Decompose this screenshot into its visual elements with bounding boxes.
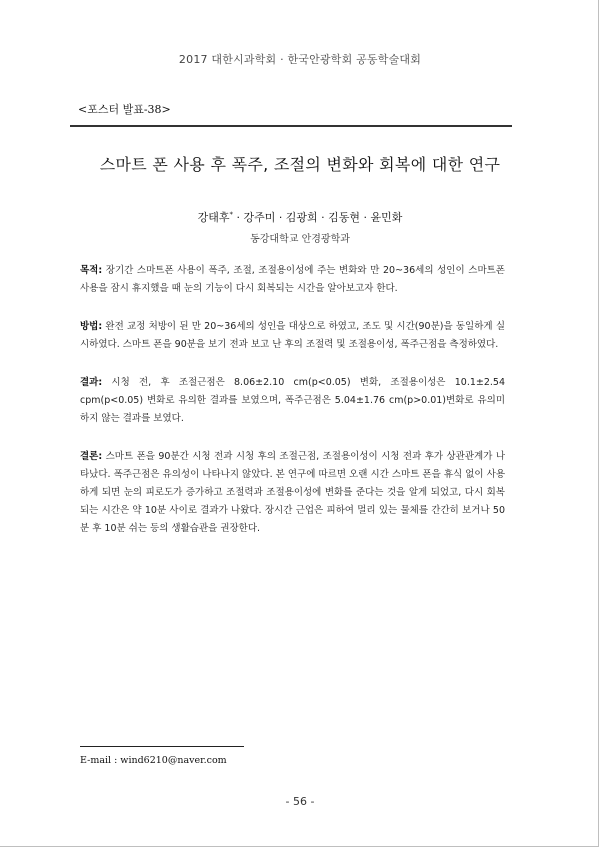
conclusion-text: 스마트 폰을 90분간 시청 전과 시청 후의 조절근점, 조절용이성이 시청 전과 후가 상관관계가 나타났다. 폭주근점은 유의성이 나타나지 않았다. 본 연구에 따르면 오랜 시간 스마트 폰을 휴식 없이 사용하게 되면 눈의 피로도가 증가하고 조절력과 조절용이성에 변화를 준다는 것을 알게 되었고, 다시 회복 되는 시간은 약 10분 사이로 결과가 나왔다. 장시간 근업은 피하여 멀리 있는 물체를 간간히 보거나 50분 후 10분 쉬는 등의 생활습관을 권장한다. [80, 451, 505, 534]
paper-title: 스마트 폰 사용 후 폭주, 조절의 변화와 회복에 대한 연구 [99, 155, 501, 174]
purpose-text: 장기간 스마트폰 사용이 폭주, 조절, 조절용이성에 주는 변화와 만 20~36세의 성인이 스마트폰 사용을 잠시 휴지했을 때 눈의 기능이 다시 회복되는 시간을 알아보고자 한다. [80, 265, 505, 294]
first-author: 강태후 [197, 211, 230, 224]
abstract-conclusion [80, 448, 505, 538]
conference-header: 2017 대한시과학회 · 한국안광학회 공동학술대회 [178, 53, 422, 66]
methods-text: 완전 교정 처방이 된 만 20~36세의 성인을 대상으로 하였고, 조도 및 시간(90분)을 동일하게 실시하였다. 스마트 폰을 90분을 보기 전과 보고 난 후의 조절력 및 조절용이성, 폭주근점을 측정하였다. [80, 321, 505, 350]
results-text: 시청 전, 후 조절근점은 8.06±2.10 cm(p<0.05) 변화, 조절용이성은 10.1±2.54 cpm(p<0.05) 변화로 유의한 결과를 보였으며, 폭주근점은 5.04±1.76 cm(p>0.01)변화로 유의미하지 않는 결과를 보였다. [80, 377, 505, 424]
abstract [80, 262, 505, 558]
corresponding-mark: * [229, 210, 233, 219]
page-number: - 56 - [285, 795, 315, 808]
affiliation: 동강대학교 안경광학과 [250, 234, 350, 245]
abstract-results [80, 374, 505, 428]
methods-label: 방법: [80, 321, 103, 332]
purpose-label: 목적: [80, 265, 103, 276]
author-list [0, 209, 600, 225]
footnote-email: E-mail : wind6210@naver.com [80, 755, 227, 766]
section-label: <포스터 발표-38> [78, 103, 171, 116]
abstract-purpose [80, 262, 505, 298]
title-rule [70, 125, 512, 127]
abstract-methods [80, 318, 505, 354]
results-label: 결과: [80, 377, 103, 388]
co-authors: · 강주미 · 김광희 · 김동현 · 윤민화 [232, 211, 403, 224]
footnote-rule [80, 746, 244, 747]
conclusion-label: 결론: [80, 451, 103, 462]
